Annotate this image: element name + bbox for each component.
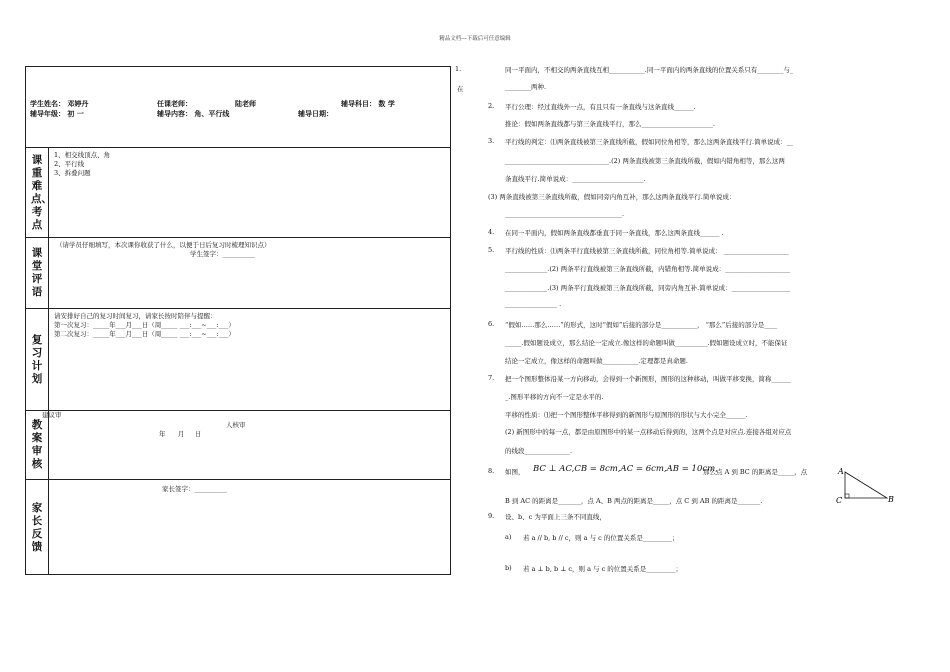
- q2-line-b: 推论：假如两条直线都与第三条直线平行，那么______________________.: [505, 120, 716, 128]
- q7-number: 7.: [488, 374, 495, 382]
- q9-a1: 若 a // b, b // c，则 a 与 c 的位置关系是_________；: [523, 534, 679, 542]
- q6-line-c: 结论一定成立，像这样的命题叫做___________.定理都是真命题.: [505, 357, 688, 365]
- page-header: 精品文档---下载后可任意编辑: [439, 36, 511, 42]
- lesson-content: 辅导内容： 角、平行线: [157, 110, 230, 118]
- audit-suggest: 建议审: [42, 411, 62, 419]
- q9-b1: 若 a ⊥ b, b ⊥ c，则 a 与 c 的位置关系是_________；: [523, 565, 683, 573]
- review-content: [54, 312, 446, 339]
- parent-sign: 家长签字：__________: [162, 485, 227, 493]
- q3-line-c: 条直线平行.简单说成：______________________.: [505, 175, 646, 183]
- q5-line-a: 平行线的性质：⑴两条平行直线被第三条直线所截，同位角相等.简单说成： ____________________: [505, 247, 789, 255]
- q8-prefix: 如图，: [505, 468, 525, 476]
- q3-number: 3.: [488, 137, 495, 145]
- subject: 辅导科目： 数 学: [341, 100, 395, 108]
- lesson-table: [25, 66, 451, 575]
- q9-b1-label: b): [505, 564, 512, 572]
- fig-label-a: A: [838, 467, 844, 476]
- key-points-content: [54, 151, 446, 178]
- fig-label-b: B: [888, 495, 894, 504]
- q5-line-d: ________________ .: [505, 300, 562, 308]
- q4-number: 4.: [488, 228, 495, 236]
- q1-number: 1.: [455, 65, 462, 73]
- q2-line-a: 平行公理：经过直线外一点，有且只有一条直线与这条直线______.: [505, 103, 696, 111]
- q8-line-b: B 到 AC 的距离是_______，点 A、B 两点的距离是_____，点 C 到 AB 的距离是_______.: [505, 497, 763, 505]
- q6-number: 6.: [488, 320, 495, 328]
- q8-number: 8.: [488, 467, 495, 475]
- info-row: [26, 67, 450, 148]
- q3-line-d: (3) 两条直线被第三条直线所截，假如同旁内角互补，那么这两条直线平行.简单说成：: [488, 193, 736, 201]
- q5-line-b: _____________.(2) 两条平行直线被第三条直线所截，内错角相等.简单说成：____________________: [505, 265, 791, 273]
- q1-line-b: ________两种.: [505, 83, 547, 91]
- q7-line-a: 把一个图形整体沿某一方向移动，会得到一个新图形，图形的这种移动，叫做平移变换，简称______: [505, 375, 791, 383]
- student-name: 学生姓名： 邓婷丹: [30, 100, 89, 108]
- q7-line-d: (2) 新图形中的每一点，都是由原图形中的某一点移动后得到的，这两个点是对应点.连接各组对应点: [505, 428, 792, 436]
- triangle-figure: [830, 466, 900, 508]
- q7-line-b: _.图形平移的方向不一定是水平的.: [505, 393, 604, 401]
- q9-number: 9.: [488, 512, 495, 520]
- grade: 辅导年级： 初 一: [30, 110, 84, 118]
- review-second: 第二次复习：_____年___月___日（周_____ ___:___~___:___）: [54, 330, 235, 338]
- q7-line-e: 的线段______________.: [505, 447, 573, 455]
- review-intro: 请安排好自己的复习时间复习，请家长按时陪伴与提醒：: [54, 312, 217, 320]
- q9-line-a: 设、b、c 为平面上三条不同直线，: [505, 513, 606, 521]
- review-label: 复习计划: [31, 333, 43, 385]
- audit-row: [26, 411, 450, 480]
- teacher-name: 陆老师: [235, 100, 256, 108]
- q8-suffix: 那么点 A 到 BC 的距离是_____，点: [703, 468, 808, 476]
- lesson-date: 辅导日期：: [298, 110, 333, 118]
- key-points-row: [26, 148, 450, 238]
- q1-line-a: 同一平面内，不相交的两条直线互相___________.同一平面内的两条直线的位置关系只有________与_: [505, 66, 794, 74]
- q5-number: 5.: [488, 246, 495, 254]
- q3-line-e: ____________________________________.: [505, 210, 625, 218]
- q8-math: BC ⊥ AC,CB = 8cm,AC = 6cm,AB = 10cm,: [533, 464, 718, 474]
- audit-label: 教案审核: [31, 419, 43, 470]
- key-point-item: 1、相交线顶点、角: [54, 151, 111, 159]
- questions-column: [455, 0, 945, 672]
- q6-line-b: _____.假如题设成立，那么结论一定成立.像这样的命题叫做__________.假如题设成立时，不能保证: [505, 339, 788, 347]
- key-point-item: 2、平行线: [54, 160, 85, 168]
- comments-note: （请学员仔细填写，本次课你收获了什么，以便于日后复习时梳理知识点）: [56, 241, 271, 249]
- comments-row: [26, 238, 450, 309]
- q2-number: 2.: [488, 102, 495, 110]
- q7-line-c: 平移的性质：⑴把一个图形整体平移得到的新图形与原图形的形状与大小完全______.: [505, 411, 748, 419]
- audit-reviewer: 人核审: [226, 421, 246, 429]
- review-first: 第一次复习：_____年___月___日（周_____ ___:___~___:___）: [54, 321, 235, 329]
- q3-line-b: ________________________________.(2) 两条直线被第三条直线所截，假如内错角相等，那么这两: [505, 157, 785, 165]
- q1-extra: 在: [457, 85, 464, 93]
- key-points-label: 课重难点、考点: [31, 153, 52, 231]
- q3-line-a: 平行线的判定：⑴两条直线被第三条直线所截，假如同位角相等，那么这两条直线平行.简单说成：__: [505, 138, 794, 146]
- audit-date: 年 月 日: [159, 430, 202, 438]
- fig-label-c: C: [836, 496, 843, 505]
- q4-line-a: 在同一平面内，假如两条直线都垂直于同一条直线，那么这两条直线______ .: [505, 229, 724, 237]
- parent-label: 家长反馈: [31, 501, 43, 553]
- comments-content: [54, 241, 446, 259]
- parent-row: [26, 480, 450, 575]
- review-row: [26, 309, 450, 411]
- q6-line-a: “假如……那么……”的形式，这时“假如”后接的部分是___________， “那么”后接的部分是____: [505, 321, 778, 329]
- key-point-item: 3、拆叠问题: [54, 169, 91, 177]
- teacher-label: 任课老师：: [157, 100, 192, 108]
- q9-a1-label: a): [505, 533, 512, 541]
- comments-label: 课堂评语: [31, 247, 43, 298]
- student-sign: 学生签字：__________: [190, 250, 255, 258]
- q5-line-c: _____________.(3) 两条平行直线被第三条直线所截，同旁内角互补.简单说成：__________________: [505, 284, 791, 292]
